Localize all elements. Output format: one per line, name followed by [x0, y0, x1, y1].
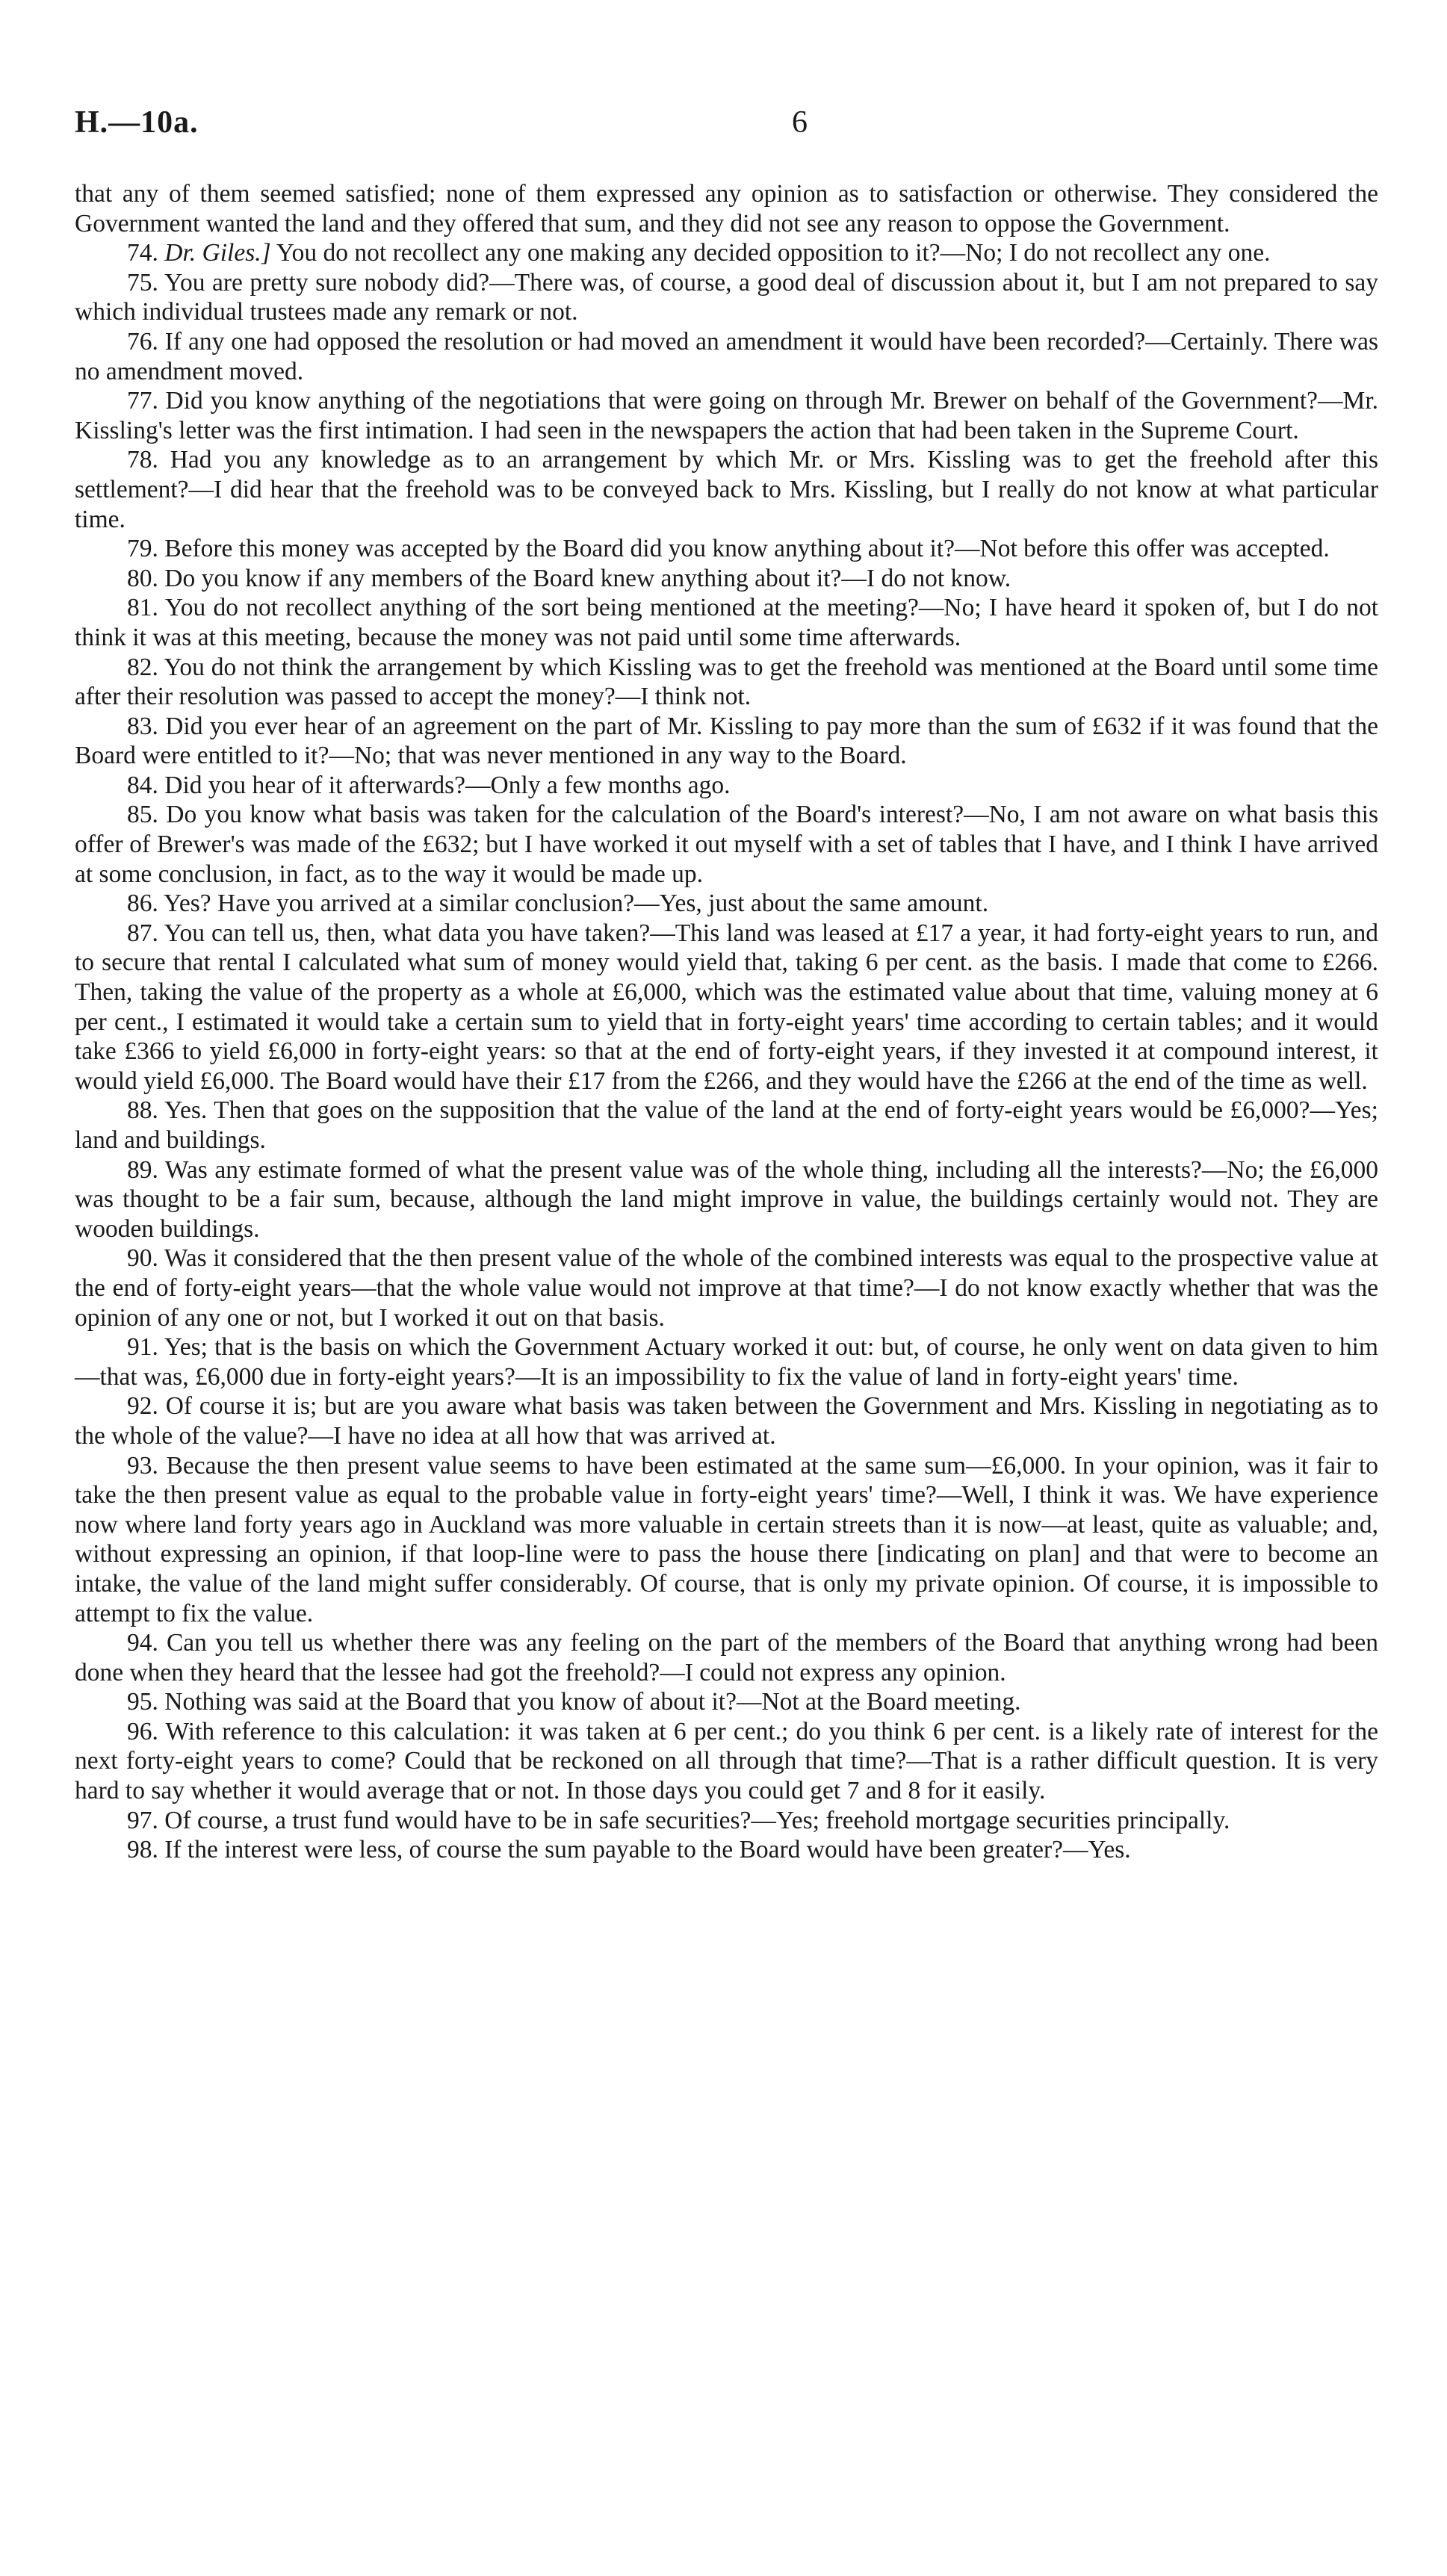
paragraph-text: Did you know anything of the negotiations that were going on through Mr. Brewer on behalf of the Government?—Mr. Kissling's letter was the first intimation. I had seen in the newspapers the action that had been taken in the Supreme Court. [75, 387, 1379, 444]
paragraph-q74 [75, 238, 1378, 268]
document-reference: H.—10a. [75, 105, 199, 140]
paragraph-text: Can you tell us whether there was any feeling on the part of the members of the Board that anything wrong had been done when they heard that the lessee had got the freehold?—I could not express any opinion. [75, 1629, 1379, 1686]
paragraph-text: Yes; that is the basis on which the Government Actuary worked it out: but, of course, he only went on data given to him—that was, £6,000 due in forty-eight years?—It is an impossibility to fix the value of land in forty-eight years' time. [75, 1333, 1378, 1391]
paragraph-q83 [75, 712, 1378, 771]
question-number: 96. [127, 1717, 158, 1745]
paragraph-text: Was any estimate formed of what the present value was of the whole thing, including all the interests?—No; the £6,000 was thought to be a fair sum, because, although the land might improve in value, the buildings certainly would not. They are wooden buildings. [75, 1155, 1378, 1243]
question-number: 82. [127, 653, 158, 681]
paragraph-text: With reference to this calculation: it was taken at 6 per cent.; do you think 6 per cent. is a likely rate of interest for the next forty-eight years to come? Could that be reckoned on all through that time?—That is a rather difficult question. It is very hard to say whether it would average that or not. In those days you could get 7 and 8 for it easily. [75, 1717, 1378, 1805]
paragraph-q98 [75, 1835, 1378, 1865]
paragraph-text: Of course it is; but are you aware what basis was taken between the Government and Mrs. Kissling in negotiating as to the whole of the value?—I have no idea at all how that was arrived at. [75, 1392, 1379, 1450]
paragraph-text: Did you ever hear of an agreement on the part of Mr. Kissling to pay more than the sum of £632 if it was found that the Board were entitled to it?—No; that was never mentioned in any way to the Board. [75, 712, 1379, 770]
paragraph-q79 [75, 534, 1378, 564]
paragraph-q76 [75, 327, 1378, 386]
paragraph-q85 [75, 800, 1378, 889]
paragraph-text: You do not think the arrangement by which Kissling was to get the freehold was mentioned at the Board until some time after their resolution was passed to accept the money?—I think not. [75, 653, 1378, 711]
page-header [75, 105, 1375, 149]
paragraph-text: Yes. Then that goes on the supposition that the value of the land at the end of forty-eight years would be £6,000?—Yes; land and buildings. [75, 1096, 1378, 1154]
question-number: 92. [127, 1392, 158, 1421]
paragraph-q95 [75, 1687, 1378, 1717]
question-number: 95. [127, 1688, 158, 1716]
question-number: 87. [127, 919, 158, 947]
question-number: 75. [127, 268, 158, 297]
paragraph-text: that any of them seemed satisfied; none of them expressed any opinion as to satisfaction or otherwise. They considered the Government wanted the land and they offered that sum, and they did not see any reason to oppose the Government. [75, 180, 1378, 238]
paragraph-text: Of course, a trust fund would have to be in safe securities?—Yes; freehold mortgage securities principally. [164, 1806, 1230, 1834]
paragraph-q93 [75, 1451, 1378, 1629]
paragraph-text: Do you know if any members of the Board knew anything about it?—I do not know. [164, 564, 1011, 592]
paragraph-q81 [75, 593, 1378, 652]
paragraph-q75 [75, 268, 1378, 327]
paragraph-q96 [75, 1717, 1378, 1806]
question-number: 74. [127, 239, 158, 267]
question-number: 79. [127, 535, 158, 563]
paragraph-q88 [75, 1096, 1378, 1155]
paragraph-q78 [75, 445, 1378, 534]
paragraph-text: You do not recollect any one making any decided opposition to it?—No; I do not recollect any one. [276, 239, 1271, 267]
question-number: 83. [127, 712, 158, 740]
paragraph-q92 [75, 1391, 1378, 1450]
question-number: 93. [127, 1451, 158, 1480]
speaker-label: Dr. Giles.] [164, 239, 271, 267]
question-number: 78. [127, 446, 158, 474]
document-body [75, 179, 1378, 1865]
paragraph-q87 [75, 919, 1378, 1096]
question-number: 98. [127, 1836, 158, 1864]
question-number: 90. [127, 1244, 158, 1273]
paragraph-q94 [75, 1628, 1378, 1687]
paragraph-text: You can tell us, then, what data you have taken?—This land was leased at £17 a year, it had forty-eight years to run, and to secure that rental I calculated what sum of money would yield that, taking 6 per cent. as the basis. I made that come to £266. Then, taking the value of the property as a whole at £6,000, which was the estimated value about that time, valuing money at 6 per cent., I estimated it would take a certain sum to yield that in forty-eight years' time according to certain tables; and it would take £366 to yield £6,000 in forty-eight years: so that at the end of forty-eight years, if they invested it at compound interest, it would yield £6,000. The Board would have their £17 from the £266, and they would have the £266 at the end of the time as well. [75, 919, 1378, 1095]
question-number: 89. [127, 1155, 158, 1184]
paragraph-text: Was it considered that the then present value of the whole of the combined interests was equal to the prospective value at the end of forty-eight years—that the whole value would not improve at that time?—I do not know exactly whether that was the opinion of any one or not, but I worked it out on that basis. [75, 1244, 1378, 1332]
paragraph-q91 [75, 1332, 1378, 1391]
paragraph-text: Before this money was accepted by the Board did you know anything about it?—Not before this offer was accepted. [164, 535, 1330, 563]
paragraph-q84 [75, 771, 1378, 801]
paragraph-text: If any one had opposed the resolution or had moved an amendment it would have been recorded?—Certainly. There was no amendment moved. [75, 327, 1379, 385]
question-number: 81. [127, 594, 158, 622]
paragraph-q80 [75, 564, 1378, 594]
question-number: 76. [127, 327, 158, 356]
paragraph-text: If the interest were less, of course the sum payable to the Board would have been greater?—Yes. [164, 1836, 1131, 1864]
question-number: 88. [127, 1096, 158, 1125]
paragraph-text: You are pretty sure nobody did?—There was, of course, a good deal of discussion about it, but I am not prepared to say which individual trustees made any remark or not. [75, 268, 1378, 326]
paragraph-q77 [75, 386, 1378, 445]
paragraph-q97 [75, 1806, 1378, 1836]
paragraph-text: Did you hear of it afterwards?—Only a few months ago. [164, 771, 731, 799]
question-number: 86. [127, 890, 158, 918]
question-number: 84. [127, 771, 158, 799]
question-number: 77. [127, 387, 158, 415]
paragraph-q90 [75, 1244, 1378, 1332]
paragraph-continuation [75, 179, 1378, 238]
question-number: 80. [127, 564, 158, 592]
paragraph-text: Had you any knowledge as to an arrangement by which Mr. or Mrs. Kissling was to get the freehold after this settlement?—I did hear that the freehold was to be conveyed back to Mrs. Kissling, but I really do not know at what particular time. [75, 446, 1379, 533]
paragraph-text: Because the then present value seems to have been estimated at the same sum—£6,000. In your opinion, was it fair to take the then present value as equal to the probable value in forty-eight years' time?—Well, I think it was. We have experience now where land forty years ago in Auckland was more valuable in certain streets than it is now—at least, quite as valuable; and, without expressing an opinion, if that loop-line were to pass the house there [indicating on plan] and that were to become an intake, the value of the land might suffer considerably. Of course, that is only my private opinion. Of course, it is impossible to attempt to fix the value. [75, 1451, 1378, 1627]
paragraph-q82 [75, 653, 1378, 712]
question-number: 85. [127, 801, 158, 829]
paragraph-q89 [75, 1155, 1378, 1244]
question-number: 97. [127, 1806, 158, 1834]
paragraph-text: You do not recollect anything of the sort being mentioned at the meeting?—No; I have heard it spoken of, but I do not think it was at this meeting, because the money was not paid until some time afterwards. [75, 594, 1378, 651]
page-number: 6 [792, 105, 808, 140]
paragraph-text: Nothing was said at the Board that you know of about it?—Not at the Board meeting. [164, 1688, 1021, 1716]
paragraph-text: Yes? Have you arrived at a similar conclusion?—Yes, just about the same amount. [164, 890, 989, 918]
paragraph-text: Do you know what basis was taken for the calculation of the Board's interest?—No, I am not aware on what basis this offer of Brewer's was made of the £632; but I have worked it out myself with a set of tables that I have, and I think I have arrived at some conclusion, in fact, as to the way it would be made up. [75, 801, 1378, 888]
question-number: 94. [127, 1629, 158, 1657]
question-number: 91. [127, 1333, 158, 1362]
paragraph-q86 [75, 889, 1378, 919]
